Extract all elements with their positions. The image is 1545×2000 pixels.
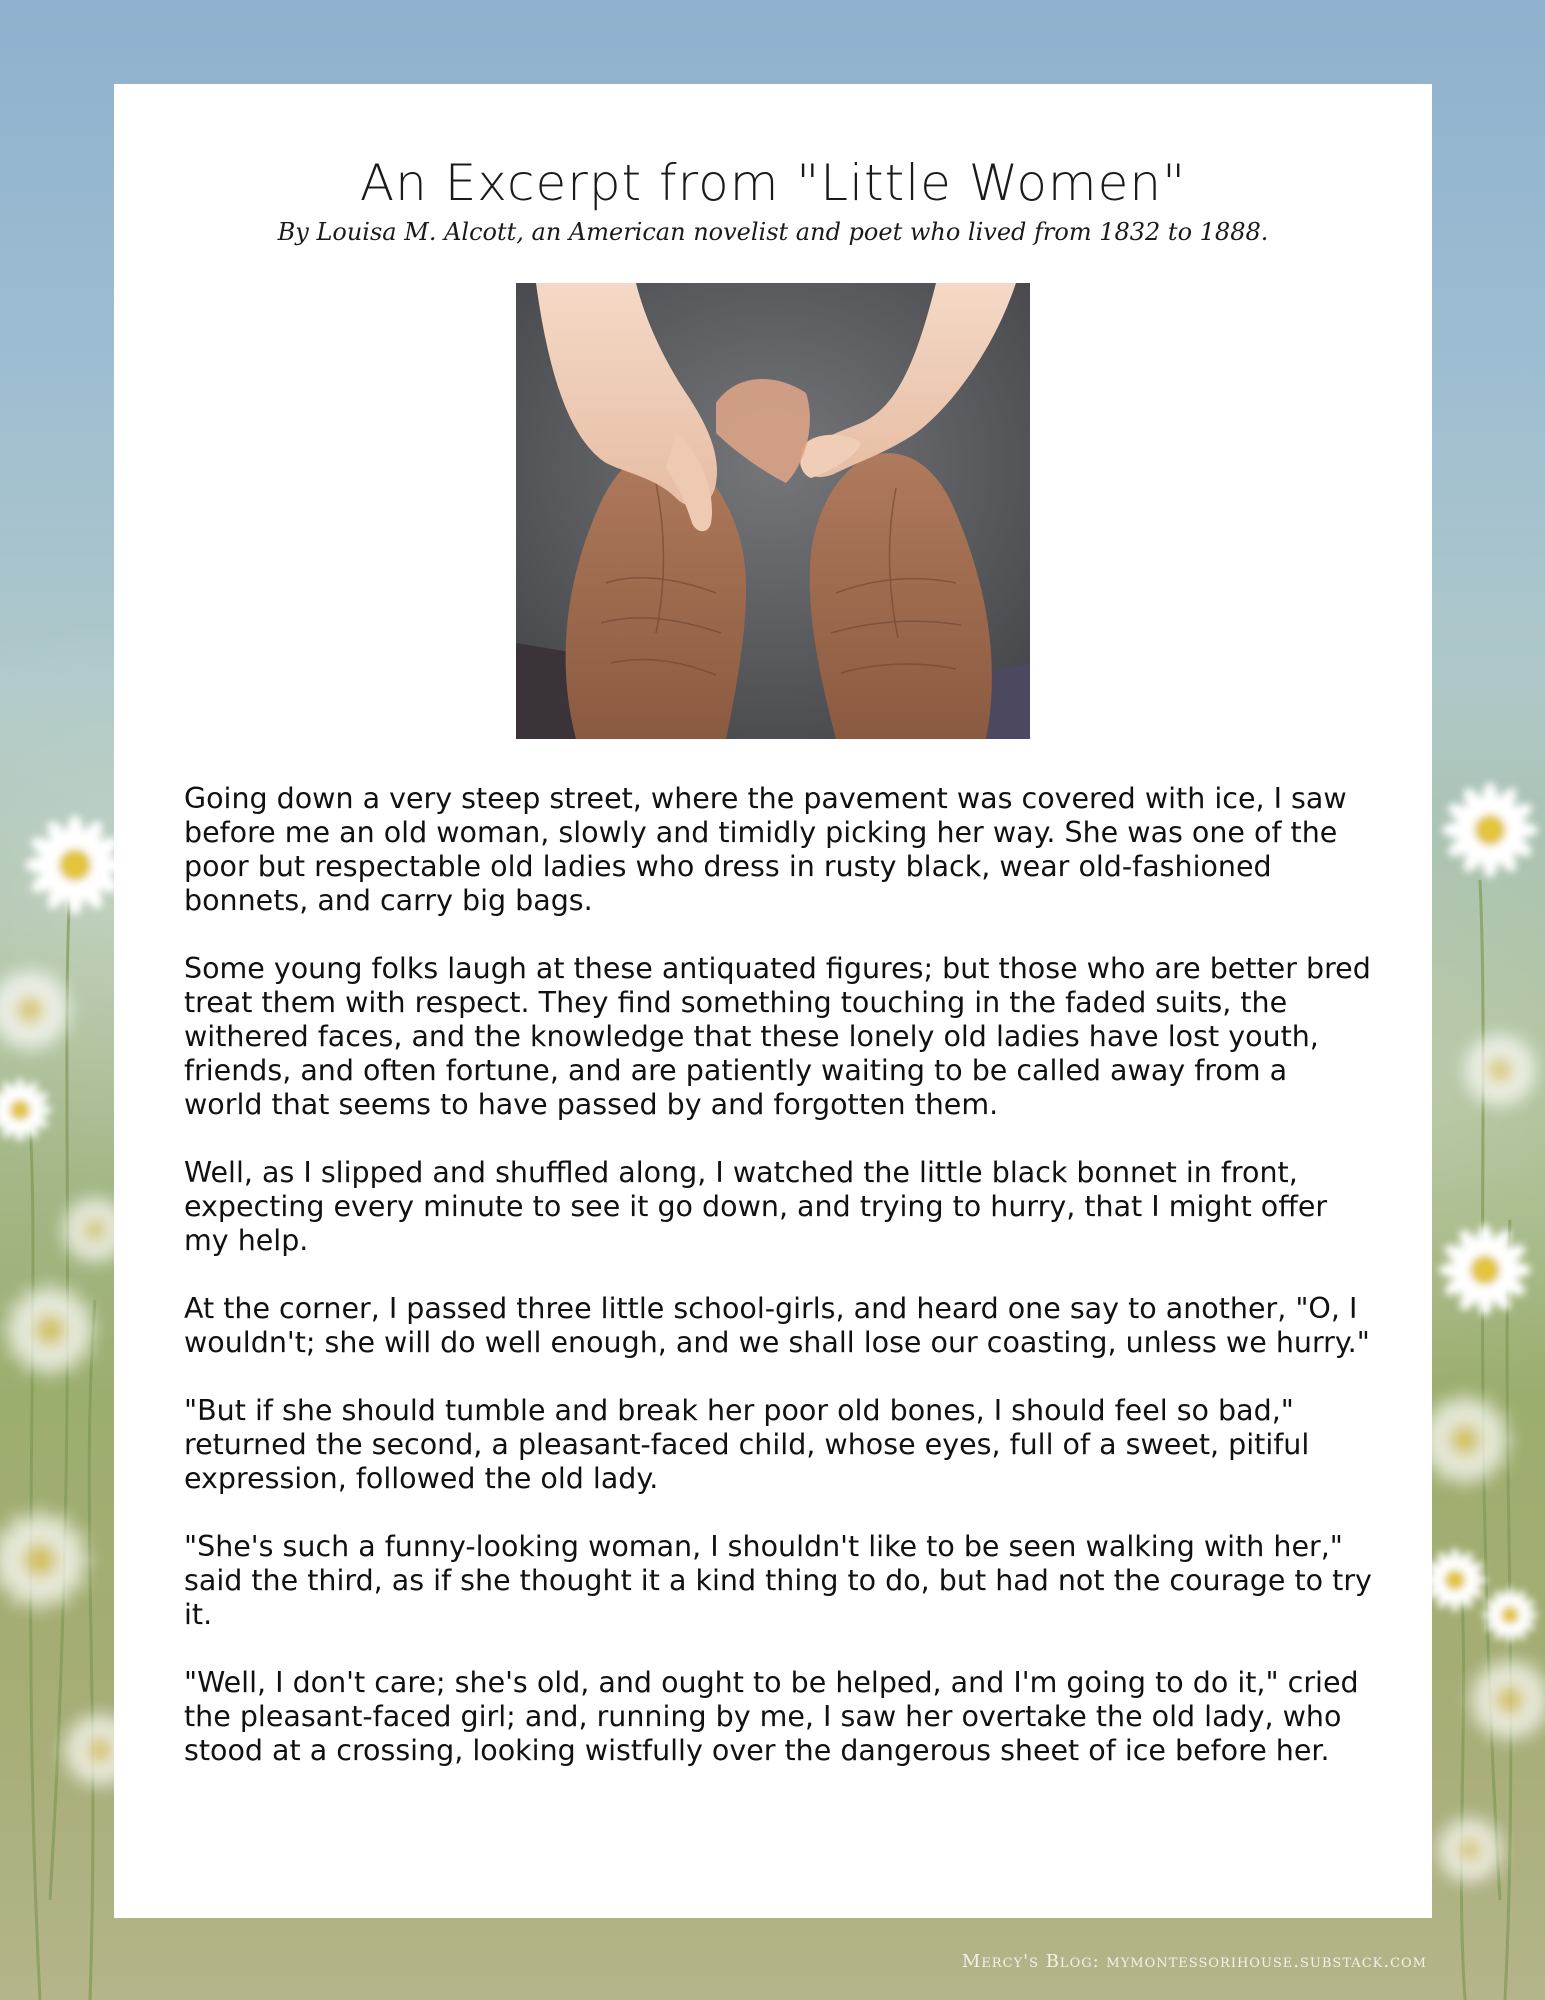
document-page: [114, 84, 1432, 1918]
excerpt-body: [184, 782, 1374, 1802]
paragraph: Going down a very steep street, where the pavement was covered with ice, I saw before me an old woman, slowly and timidly picking her way. She was one of the poor but respectable old ladies who dress in rusty black, wear old-fashioned bonnets, and carry big bags.: [184, 782, 1347, 917]
paragraph: "Well, I don't care; she's old, and ought to be helped, and I'm going to do it," cried the pleasant-faced girl; and, running by me, I saw her overtake the old lady, who stood at a crossing, looking wistfully over the dangerous sheet of ice before her.: [184, 1666, 1359, 1767]
paragraph: Some young folks laugh at these antiquated figures; but those who are better bred treat them with respect. They find something touching in the faded suits, the withered faces, and the knowledge that these lonely old ladies have lost youth, friends, and often fortune, and are patiently waiting to be called away from a world that seems to have passed by and forgotten them.: [184, 952, 1371, 1121]
paragraph: Well, as I slipped and shuffled along, I watched the little black bonnet in front, expecting every minute to see it go down, and trying to hurry, that I might offer my help.: [184, 1156, 1328, 1257]
paragraph: "But if she should tumble and break her poor old bones, I should feel so bad," returned the second, a pleasant-faced child, whose eyes, full of a sweet, pitiful expression, followed the old lady.: [184, 1394, 1310, 1495]
paragraph: At the corner, I passed three little school-girls, and heard one say to another, "O, I wouldn't; she will do well enough, and we shall lose our coasting, unless we hurry.": [184, 1292, 1370, 1359]
page-title: An Excerpt from "Little Women": [359, 154, 1187, 212]
holding-hands-illustration: [516, 283, 1030, 739]
page-subtitle: By Louisa M. Alcott, an American novelist and poet who lived from 1832 to 1888.: [277, 218, 1269, 246]
paragraph: "She's such a funny-looking woman, I shouldn't like to be seen walking with her," said the third, as if she thought it a kind thing to do, but had not the courage to try it.: [184, 1530, 1372, 1631]
blog-footer-credit: Mercy's Blog: mymontessorihouse.substack.com: [961, 1951, 1427, 1972]
holding-hands-image: [516, 283, 1030, 739]
